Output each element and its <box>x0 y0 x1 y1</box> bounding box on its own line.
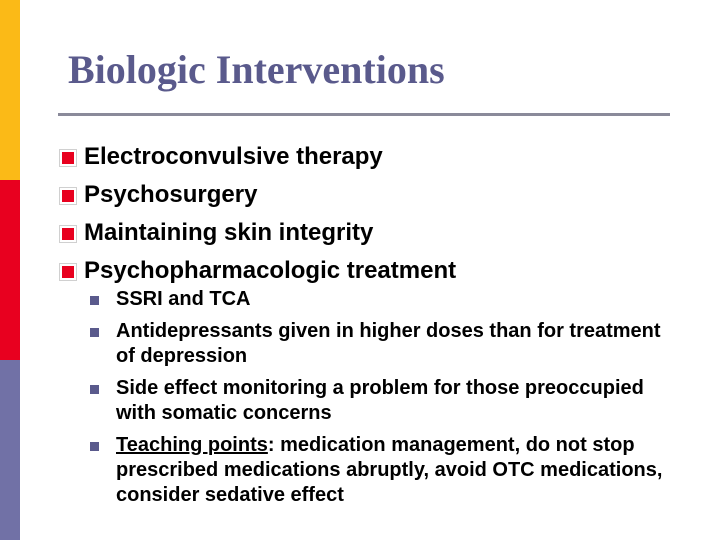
small-square-bullet-icon <box>90 385 99 394</box>
small-square-bullet-icon <box>90 296 99 305</box>
main-bullet-list <box>60 138 456 290</box>
bullet-text: Maintaining skin integrity <box>84 219 374 246</box>
accent-stripe-top <box>0 0 20 180</box>
small-square-bullet-icon <box>90 328 99 337</box>
square-bullet-icon <box>60 226 76 242</box>
slide-title: Biologic Interventions <box>68 47 445 92</box>
bullet-text: Electroconvulsive therapy <box>84 143 383 170</box>
bullet-text: Psychopharmacologic treatment <box>84 257 457 284</box>
sub-bullet-text: Side effect monitoring a problem for those preoccupied with somatic concerns <box>116 377 644 424</box>
sub-bullet-text: : medication management, do not stop prescribed medications abruptly, avoid OTC medications, consider sedative effect <box>116 434 663 506</box>
list-item <box>90 376 680 426</box>
square-bullet-icon <box>60 150 76 166</box>
square-bullet-icon <box>60 188 76 204</box>
small-square-bullet-icon <box>90 442 99 451</box>
sub-bullet-list <box>90 287 680 515</box>
bullet-text: Psychosurgery <box>84 181 258 208</box>
list-item <box>60 252 456 290</box>
accent-stripe-bottom <box>0 360 20 540</box>
sub-bullet-text: Antidepressants given in higher doses than for treatment of depression <box>116 320 661 367</box>
list-item <box>90 319 680 369</box>
list-item <box>90 287 680 312</box>
sub-bullet-text: SSRI and TCA <box>116 288 251 310</box>
list-item <box>60 214 456 252</box>
teaching-points-label: Teaching points <box>116 434 268 456</box>
list-item <box>60 176 456 214</box>
list-item <box>60 138 456 176</box>
accent-stripe-middle <box>0 180 20 360</box>
title-divider <box>58 113 670 116</box>
list-item <box>90 433 680 508</box>
square-bullet-icon <box>60 264 76 280</box>
